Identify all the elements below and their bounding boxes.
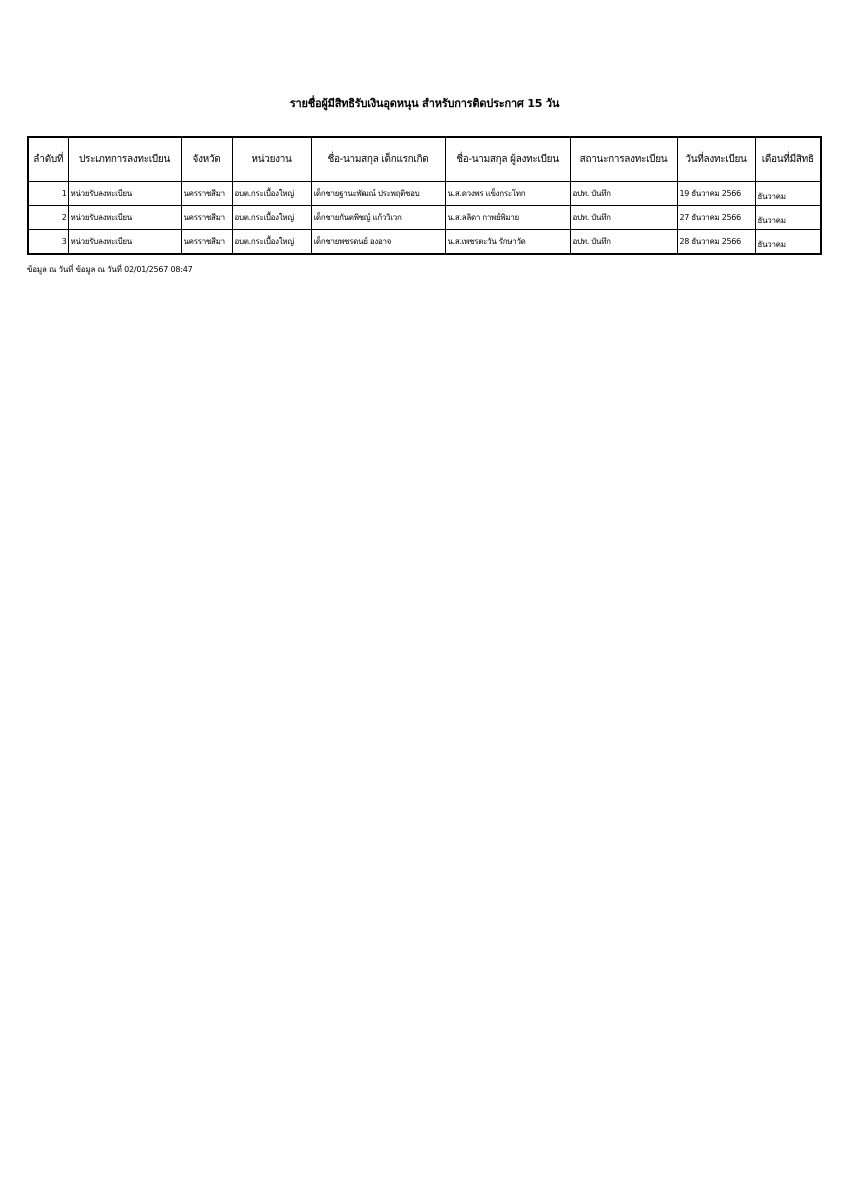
cell-registration-date: 19 ธันวาคม 2566 [677,182,755,206]
cell-province: นครราชสีมา [181,206,232,230]
column-header-agency: หน่วยงาน [232,137,311,182]
cell-registration-status: อปท. บันทึก [570,206,677,230]
column-header-eligible-month: เดือนที่มีสิทธิ [755,137,821,182]
cell-child-name: เด็กชายกันตพิชญ์ แก้ววิเวก [311,206,445,230]
cell-registrant-name: น.ส.เพชรตะวัน รักษาวัด [445,230,570,255]
cell-eligible-month: ธันวาคม [755,182,821,206]
cell-registration-type: หน่วยรับลงทะเบียน [68,182,181,206]
page-title: รายชื่อผู้มีสิทธิรับเงินอุดหนุน สำหรับการติดประกาศ 15 วัน [289,97,560,110]
cell-no: 3 [28,230,68,255]
column-header-province: จังหวัด [181,137,232,182]
table-header-row [28,137,821,182]
cell-no: 2 [28,206,68,230]
column-header-child-name: ชื่อ-นามสกุล เด็กแรกเกิด [311,137,445,182]
cell-registration-date: 28 ธันวาคม 2566 [677,230,755,255]
cell-eligible-month: ธันวาคม [755,206,821,230]
column-header-registrant-name: ชื่อ-นามสกุล ผู้ลงทะเบียน [445,137,570,182]
data-timestamp-note: ข้อมูล ณ วันที่ ข้อมูล ณ วันที่ 02/01/2567 08:47 [27,265,193,274]
cell-registration-type: หน่วยรับลงทะเบียน [68,206,181,230]
cell-agency: อบต.กระเบื้องใหญ่ [232,230,311,255]
cell-agency: อบต.กระเบื้องใหญ่ [232,182,311,206]
cell-eligible-month: ธันวาคม [755,230,821,255]
cell-registration-type: หน่วยรับลงทะเบียน [68,230,181,255]
beneficiary-table [27,136,822,255]
column-header-registration-type: ประเภทการลงทะเบียน [68,137,181,182]
column-header-no: ลำดับที่ [28,137,68,182]
column-header-registration-status: สถานะการลงทะเบียน [570,137,677,182]
cell-registrant-name: น.ส.ดวงพร แข็งกระโทก [445,182,570,206]
cell-registrant-name: น.ส.ลลิดา กาพย์พิมาย [445,206,570,230]
cell-no: 1 [28,182,68,206]
table-row [28,230,821,255]
cell-child-name: เด็กชายฐานะพัฒณ์ ประพฤติชอบ [311,182,445,206]
cell-province: นครราชสีมา [181,182,232,206]
column-header-registration-date: วันที่ลงทะเบียน [677,137,755,182]
cell-registration-date: 27 ธันวาคม 2566 [677,206,755,230]
cell-registration-status: อปท. บันทึก [570,182,677,206]
table-row [28,182,821,206]
cell-province: นครราชสีมา [181,230,232,255]
cell-registration-status: อปท. บันทึก [570,230,677,255]
cell-child-name: เด็กชายพชรดนย์ องอาจ [311,230,445,255]
cell-agency: อบต.กระเบื้องใหญ่ [232,206,311,230]
table-row [28,206,821,230]
